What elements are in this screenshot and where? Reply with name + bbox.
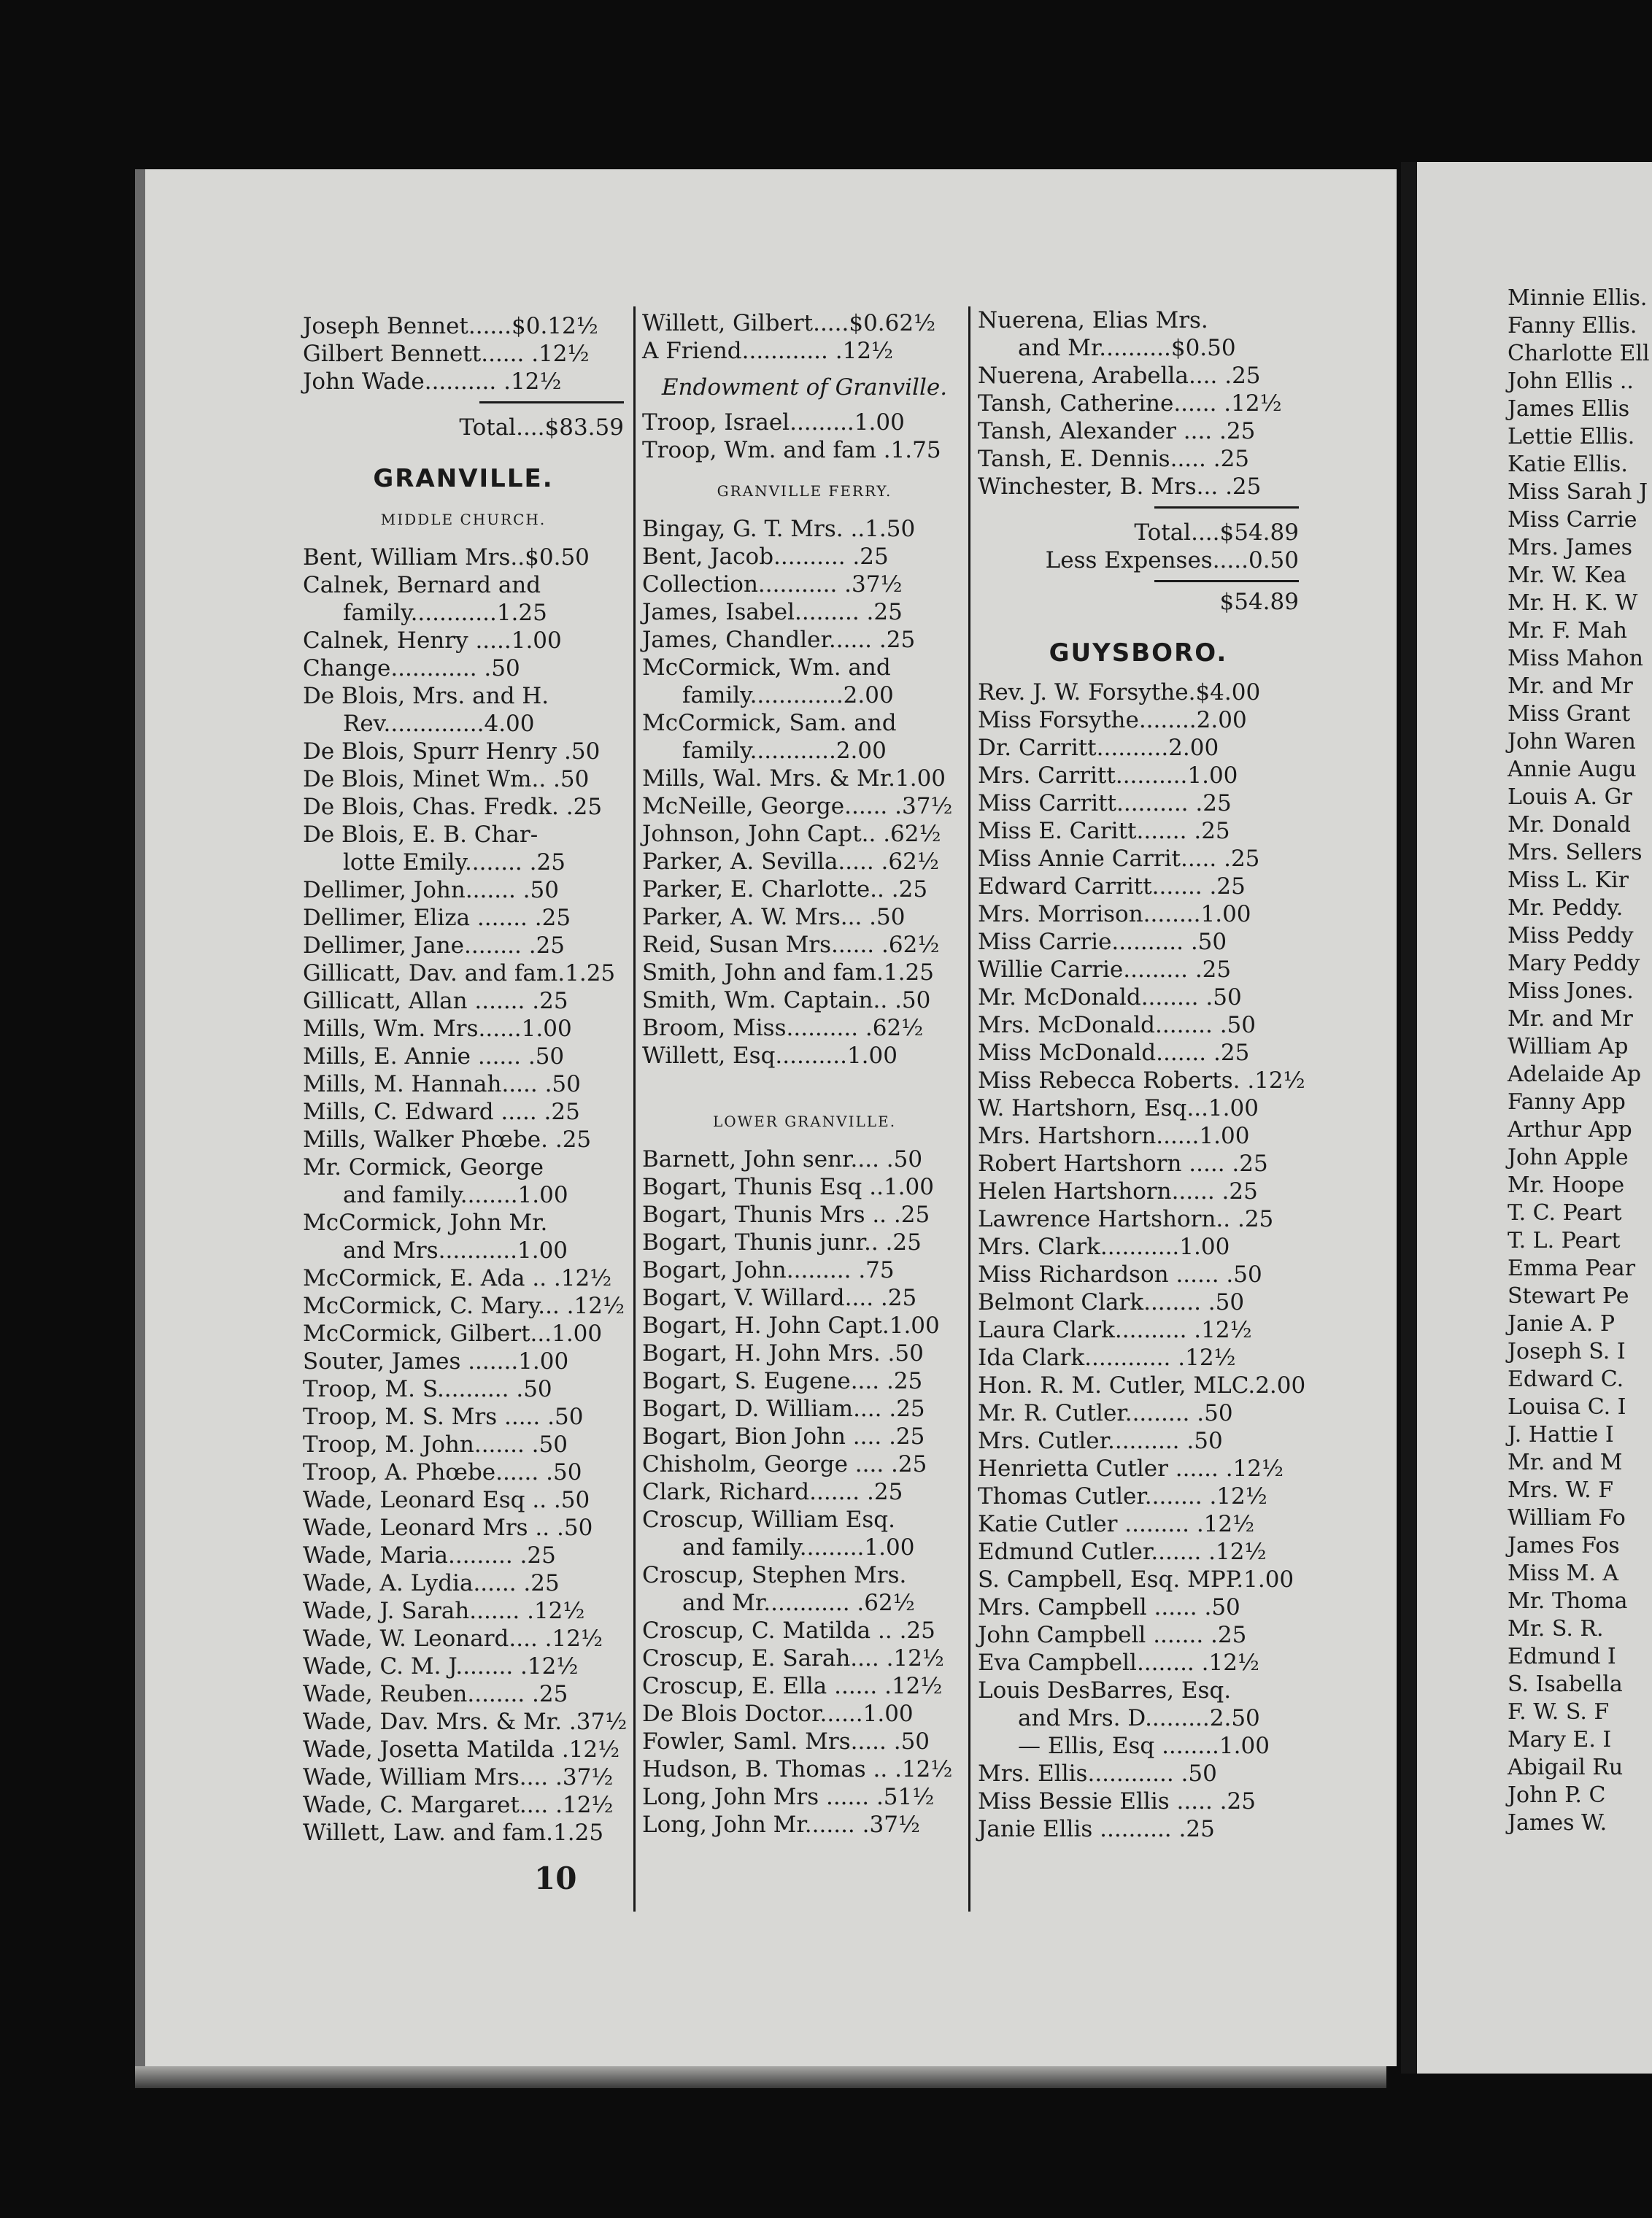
entry-line: Clark, Richard....... .25 — [642, 1479, 903, 1505]
entry-line: Bingay, G. T. Mrs. ..1.50 — [642, 516, 916, 542]
entry-line: James Ellis — [1508, 396, 1630, 422]
entry-line: Abigail Ru — [1508, 1755, 1624, 1780]
entry-line: Long, John Mr....... .37½ — [642, 1812, 920, 1838]
entry-line: Change............ .50 — [303, 655, 520, 681]
entry-line: Tansh, E. Dennis..... .25 — [978, 446, 1250, 472]
entry-line: Bogart, Thunis Mrs .. .25 — [642, 1202, 930, 1228]
entry-line: Mr. Cormick, George — [303, 1154, 544, 1181]
entry-line: Troop, M. S.......... .50 — [303, 1376, 552, 1402]
entry-line: Mrs. Morrison........1.00 — [978, 901, 1251, 927]
entry-line: Willett, Esq..........1.00 — [642, 1043, 898, 1069]
entry-line: John Wade.......... .12½ — [303, 368, 562, 395]
entry-line: De Blois, Mrs. and H. — [303, 683, 549, 709]
entry-line: Mr. and M — [1508, 1450, 1623, 1475]
entry-line: Bent, Jacob.......... .25 — [642, 544, 889, 570]
entry-line: Mrs. McDonald........ .50 — [978, 1012, 1256, 1038]
entry-continuation: family............2.00 — [682, 738, 887, 764]
spacer — [642, 1070, 967, 1094]
entry-line: Miss McDonald....... .25 — [978, 1040, 1250, 1066]
entry-line: Hudson, B. Thomas .. .12½ — [642, 1756, 953, 1782]
column-1 — [303, 312, 628, 1847]
entry-line: Dellimer, Eliza ....... .25 — [303, 905, 571, 931]
entry-line: James, Isabel......... .25 — [642, 599, 903, 625]
entry-line: Mills, C. Edward ..... .25 — [303, 1099, 580, 1125]
page-bottom-edge — [135, 2066, 1386, 2088]
entry-line: Miss E. Caritt....... .25 — [978, 818, 1230, 844]
entry-line: Bogart, D. William.... .25 — [642, 1396, 925, 1422]
entry-continuation: and Mr..........$0.50 — [1018, 335, 1236, 361]
entry-line: Edward Carritt....... .25 — [978, 873, 1246, 900]
entry-line: Wade, William Mrs.... .37½ — [303, 1764, 614, 1790]
entry-line: Nuerena, Arabella.... .25 — [978, 363, 1261, 389]
entry-line: McCormick, C. Mary... .12½ — [303, 1293, 625, 1319]
column-4-partial — [1508, 285, 1652, 1837]
total-rule — [1154, 506, 1299, 509]
entry-line: Wade, J. Sarah....... .12½ — [303, 1598, 585, 1624]
entry-line: Miss Bessie Ellis ..... .25 — [978, 1788, 1256, 1815]
entry-line: Charlotte Ell — [1508, 341, 1650, 366]
entry-line: Willie Carrie......... .25 — [978, 957, 1232, 983]
entry-line: F. W. S. F — [1508, 1699, 1610, 1725]
entry-line: Willett, Law. and fam.1.25 — [303, 1820, 604, 1846]
entry-line: Wade, A. Lydia...... .25 — [303, 1570, 560, 1596]
entry-line: Parker, A. W. Mrs... .50 — [642, 904, 906, 930]
entry-line: Troop, M. John....... .50 — [303, 1431, 568, 1458]
entry-line: Mills, E. Annie ...... .50 — [303, 1043, 565, 1070]
entry-line: Smith, Wm. Captain.. .50 — [642, 987, 931, 1013]
subsection-heading: LOWER GRANVILLE. — [712, 1113, 897, 1130]
entry-line: Troop, M. S. Mrs ..... .50 — [303, 1404, 584, 1430]
entry-line: Mills, M. Hannah..... .50 — [303, 1071, 581, 1097]
entry-line: Fanny App — [1508, 1089, 1626, 1115]
entry-line: Mills, Wal. Mrs. & Mr.1.00 — [642, 765, 946, 792]
entry-line: Miss Carritt.......... .25 — [978, 790, 1232, 816]
entry-line: McCormick, John Mr. — [303, 1210, 548, 1236]
entry-line: Edmund I — [1508, 1644, 1616, 1669]
entry-continuation: and Mrs...........1.00 — [343, 1237, 568, 1264]
entry-line: McCormick, Sam. and — [642, 710, 897, 736]
entry-line: Wade, W. Leonard.... .12½ — [303, 1626, 603, 1652]
entry-line: McNeille, George...... .37½ — [642, 793, 953, 819]
entry-line: Mrs. Hartshorn......1.00 — [978, 1123, 1250, 1149]
entry-line: Joseph Bennet......$0.12½ — [303, 313, 598, 339]
entry-line: Mr. Hoope — [1508, 1172, 1625, 1198]
entry-line: Mills, Wm. Mrs......1.00 — [303, 1016, 572, 1042]
entry-line: Wade, C. M. J........ .12½ — [303, 1653, 579, 1680]
entry-continuation: and Mr............ .62½ — [682, 1590, 915, 1616]
entry-line: Mrs. Carritt..........1.00 — [978, 762, 1238, 789]
entry-line: Croscup, William Esq. — [642, 1507, 895, 1533]
entry-line: Collection........... .37½ — [642, 571, 903, 598]
entry-line: Miss M. A — [1508, 1561, 1619, 1586]
entry-continuation: — Ellis, Esq ........1.00 — [1018, 1733, 1270, 1759]
entry-line: Eva Campbell........ .12½ — [978, 1650, 1259, 1676]
entry-continuation: and family........1.00 — [343, 1182, 568, 1208]
entry-line: James W. — [1508, 1810, 1607, 1836]
entry-line: Calnek, Bernard and — [303, 572, 541, 598]
entry-line: J. Hattie I — [1508, 1422, 1614, 1448]
entry-line: Fanny Ellis. — [1508, 313, 1637, 339]
entry-line: Mr. Donald — [1508, 812, 1631, 838]
entry-line: Gillicatt, Allan ....... .25 — [303, 988, 568, 1014]
entry-line: John Apple — [1508, 1145, 1629, 1170]
entry-line: Mr. S. R. — [1508, 1616, 1604, 1642]
entry-line: De Blois, Minet Wm.. .50 — [303, 766, 590, 792]
column-3 — [978, 306, 1306, 1843]
entry-line: Rev. J. W. Forsythe.$4.00 — [978, 679, 1261, 706]
column-divider-2 — [968, 306, 970, 1912]
entry-line: Mr. F. Mah — [1508, 618, 1627, 644]
entry-line: Croscup, E. Sarah.... .12½ — [642, 1645, 944, 1672]
entry-line: Mrs. W. F — [1508, 1477, 1614, 1503]
entry-line: Henrietta Cutler ...... .12½ — [978, 1456, 1284, 1482]
entry-line: Croscup, Stephen Mrs. — [642, 1562, 907, 1588]
entry-line: Adelaide Ap — [1508, 1062, 1642, 1087]
entry-line: Louis DesBarres, Esq. — [978, 1677, 1232, 1704]
entry-line: Wade, Maria......... .25 — [303, 1542, 556, 1569]
subsection-heading: GRANVILLE FERRY. — [717, 482, 892, 500]
entry-line: Croscup, E. Ella ...... .12½ — [642, 1673, 943, 1699]
total-rule — [1154, 580, 1299, 582]
entry-line: Bogart, Thunis Esq ..1.00 — [642, 1174, 934, 1200]
entry-line: Mrs. Ellis............ .50 — [978, 1761, 1217, 1787]
entry-line: Croscup, C. Matilda .. .25 — [642, 1618, 935, 1644]
entry-line: Bogart, S. Eugene.... .25 — [642, 1368, 923, 1394]
column-2 — [642, 309, 967, 1839]
entry-line: Katie Ellis. — [1508, 452, 1628, 477]
entry-line: Dr. Carritt..........2.00 — [978, 735, 1219, 761]
entry-line: Mr. Peddy. — [1508, 895, 1624, 921]
entry-line: Johnson, John Capt.. .62½ — [642, 821, 941, 847]
entry-line: Joseph S. I — [1508, 1339, 1626, 1364]
entry-line: Mrs. Cutler.......... .50 — [978, 1428, 1223, 1454]
entry-line: Wade, Leonard Esq .. .50 — [303, 1487, 590, 1513]
entry-line: Mr. Thoma — [1508, 1588, 1628, 1614]
entry-line: Wade, Josetta Matilda .12½ — [303, 1736, 620, 1763]
entry-line: Tansh, Catherine...... .12½ — [978, 390, 1282, 417]
page-number: 10 — [534, 1860, 577, 1896]
total-line: Total....$54.89 — [1134, 519, 1299, 546]
entry-line: Troop, A. Phœbe...... .50 — [303, 1459, 582, 1485]
entry-line: Miss Carrie.......... .50 — [978, 929, 1227, 955]
entry-line: Nuerena, Elias Mrs. — [978, 307, 1208, 333]
entry-line: Long, John Mrs ...... .51½ — [642, 1784, 935, 1810]
entry-line: Minnie Ellis. — [1508, 285, 1648, 311]
entry-line: Winchester, B. Mrs... .25 — [978, 474, 1262, 500]
entry-line: Barnett, John senr.... .50 — [642, 1146, 923, 1172]
entry-continuation: lotte Emily........ .25 — [343, 849, 566, 876]
entry-line: Miss Annie Carrit..... .25 — [978, 846, 1260, 872]
entry-line: Mr. W. Kea — [1508, 563, 1626, 588]
entry-line: McCormick, E. Ada .. .12½ — [303, 1265, 612, 1291]
entry-line: Ida Clark............ .12½ — [978, 1345, 1236, 1371]
entry-line: S. Campbell, Esq. MPP.1.00 — [978, 1566, 1294, 1593]
entry-line: Bent, William Mrs..$0.50 — [303, 544, 590, 571]
entry-line: Bogart, H. John Mrs. .50 — [642, 1340, 924, 1367]
section-heading: GUYSBORO. — [1049, 638, 1228, 668]
entry-line: John Waren — [1508, 729, 1636, 754]
total-line: Total....$83.59 — [459, 414, 624, 441]
entry-line: Mrs. Clark...........1.00 — [978, 1234, 1230, 1260]
entry-line: Parker, E. Charlotte.. .25 — [642, 876, 928, 903]
entry-line: Mr. R. Cutler......... .50 — [978, 1400, 1233, 1426]
entry-line: Miss Mahon — [1508, 646, 1643, 671]
entry-line: Miss Peddy — [1508, 923, 1634, 948]
entry-line: Janie Ellis .......... .25 — [978, 1816, 1215, 1842]
entry-line: Dellimer, John....... .50 — [303, 877, 559, 903]
entry-line: Mr. H. K. W — [1508, 590, 1638, 616]
entry-line: John Ellis .. — [1508, 368, 1634, 394]
entry-line: Edward C. — [1508, 1367, 1624, 1392]
entry-line: Mary Peddy — [1508, 951, 1640, 976]
entry-line: Hon. R. M. Cutler, MLC.2.00 — [978, 1372, 1306, 1399]
entry-line: Miss Sarah J — [1508, 479, 1648, 505]
entry-continuation: family............1.25 — [343, 600, 547, 626]
entry-line: De Blois, Spurr Henry .50 — [303, 738, 601, 765]
entry-line: W. Hartshorn, Esq...1.00 — [978, 1095, 1259, 1121]
entry-line: James Fos — [1508, 1533, 1620, 1558]
italic-heading: Endowment of Granville. — [661, 374, 948, 401]
entry-line: Mrs. Sellers — [1508, 840, 1643, 865]
entry-line: Wade, Leonard Mrs .. .50 — [303, 1515, 593, 1541]
entry-line: Wade, Dav. Mrs. & Mr. .37½ — [303, 1709, 628, 1735]
entry-line: Bogart, Bion John .... .25 — [642, 1423, 925, 1450]
entry-line: John Campbell ....... .25 — [978, 1622, 1247, 1648]
entry-line: Mr. McDonald........ .50 — [978, 984, 1242, 1011]
section-heading: GRANVILLE. — [373, 464, 554, 493]
entry-line: Calnek, Henry .....1.00 — [303, 627, 562, 654]
entry-line: Bogart, Thunis junr.. .25 — [642, 1229, 922, 1256]
entry-line: Mills, Walker Phœbe. .25 — [303, 1127, 592, 1153]
entry-line: Annie Augu — [1508, 757, 1637, 782]
entry-line: De Blois Doctor......1.00 — [642, 1701, 914, 1727]
entry-line: Robert Hartshorn ..... .25 — [978, 1151, 1268, 1177]
entry-line: Edmund Cutler....... .12½ — [978, 1539, 1267, 1565]
entry-line: Belmont Clark........ .50 — [978, 1289, 1245, 1315]
entry-line: Louisa C. I — [1508, 1394, 1626, 1420]
entry-line: Katie Cutler ......... .12½ — [978, 1511, 1255, 1537]
column-divider-1 — [633, 306, 636, 1912]
entry-line: Thomas Cutler........ .12½ — [978, 1483, 1267, 1510]
entry-line: Gillicatt, Dav. and fam.1.25 — [303, 960, 616, 986]
entry-line: Mary E. I — [1508, 1727, 1612, 1753]
entry-line: Miss L. Kir — [1508, 868, 1629, 893]
entry-line: Lawrence Hartshorn.. .25 — [978, 1206, 1274, 1232]
entry-line: Souter, James .......1.00 — [303, 1348, 569, 1375]
summary-line: $54.89 — [1219, 589, 1299, 615]
entry-line: Fowler, Saml. Mrs..... .50 — [642, 1728, 930, 1755]
entry-continuation: and family.........1.00 — [682, 1534, 915, 1561]
entry-line: T. C. Peart — [1508, 1200, 1622, 1226]
entry-line: Bogart, H. John Capt.1.00 — [642, 1313, 940, 1339]
entry-line: Miss Forsythe........2.00 — [978, 707, 1247, 733]
entry-line: Wade, C. Margaret.... .12½ — [303, 1792, 614, 1818]
subsection-heading: MIDDLE CHURCH. — [380, 511, 547, 528]
entry-line: Emma Pear — [1508, 1256, 1636, 1281]
entry-line: Mrs. James — [1508, 535, 1633, 560]
entry-line: Smith, John and fam.1.25 — [642, 959, 934, 986]
entry-line: Miss Richardson ...... .50 — [978, 1261, 1262, 1288]
total-rule — [479, 401, 624, 403]
entry-line: Bogart, V. Willard.... .25 — [642, 1285, 917, 1311]
entry-line: Miss Grant — [1508, 701, 1631, 727]
entry-line: T. L. Peart — [1508, 1228, 1621, 1253]
entry-line: Willett, Gilbert.....$0.62½ — [642, 310, 936, 336]
entry-line: McCormick, Wm. and — [642, 654, 891, 681]
entry-line: McCormick, Gilbert...1.00 — [303, 1321, 603, 1347]
entry-line: Bogart, John......... .75 — [642, 1257, 895, 1283]
entry-line: Stewart Pe — [1508, 1283, 1629, 1309]
entry-line: De Blois, Chas. Fredk. .25 — [303, 794, 603, 820]
entry-line: De Blois, E. B. Char- — [303, 822, 539, 848]
entry-line: William Ap — [1508, 1034, 1629, 1059]
entry-line: Louis A. Gr — [1508, 784, 1632, 810]
entry-line: Arthur App — [1508, 1117, 1632, 1143]
entry-line: Dellimer, Jane........ .25 — [303, 932, 566, 959]
entry-line: Troop, Wm. and fam .1.75 — [642, 437, 941, 463]
entry-continuation: Rev..............4.00 — [343, 711, 535, 737]
entry-line: Miss Carrie — [1508, 507, 1637, 533]
entry-line: Miss Jones. — [1508, 978, 1634, 1004]
entry-line: Reid, Susan Mrs...... .62½ — [642, 932, 940, 958]
entry-line: Broom, Miss.......... .62½ — [642, 1015, 924, 1041]
entry-continuation: family.............2.00 — [682, 682, 894, 708]
entry-line: Troop, Israel.........1.00 — [642, 409, 905, 436]
entry-line: Laura Clark.......... .12½ — [978, 1317, 1252, 1343]
entry-line: John P. C — [1508, 1782, 1606, 1808]
entry-line: Chisholm, George .... .25 — [642, 1451, 927, 1477]
entry-line: Parker, A. Sevilla..... .62½ — [642, 849, 939, 875]
entry-continuation: and Mrs. D.........2.50 — [1018, 1705, 1260, 1731]
entry-line: Miss Rebecca Roberts. .12½ — [978, 1067, 1305, 1094]
entry-line: Mr. and Mr — [1508, 1006, 1633, 1032]
entry-line: Gilbert Bennett...... .12½ — [303, 341, 590, 367]
entry-line: Wade, Reuben........ .25 — [303, 1681, 568, 1707]
entry-line: William Fo — [1508, 1505, 1626, 1531]
entry-line: Mr. and Mr — [1508, 673, 1633, 699]
entry-line: Mrs. Campbell ...... .50 — [978, 1594, 1240, 1620]
entry-line: Tansh, Alexander .... .25 — [978, 418, 1256, 444]
entry-line: Helen Hartshorn...... .25 — [978, 1178, 1258, 1205]
entry-line: James, Chandler...... .25 — [642, 627, 916, 653]
entry-line: Lettie Ellis. — [1508, 424, 1635, 449]
entry-line: S. Isabella — [1508, 1672, 1623, 1697]
summary-line: Less Expenses.....0.50 — [1045, 547, 1299, 573]
entry-line: A Friend............ .12½ — [642, 338, 894, 364]
entry-line: Janie A. P — [1508, 1311, 1616, 1337]
